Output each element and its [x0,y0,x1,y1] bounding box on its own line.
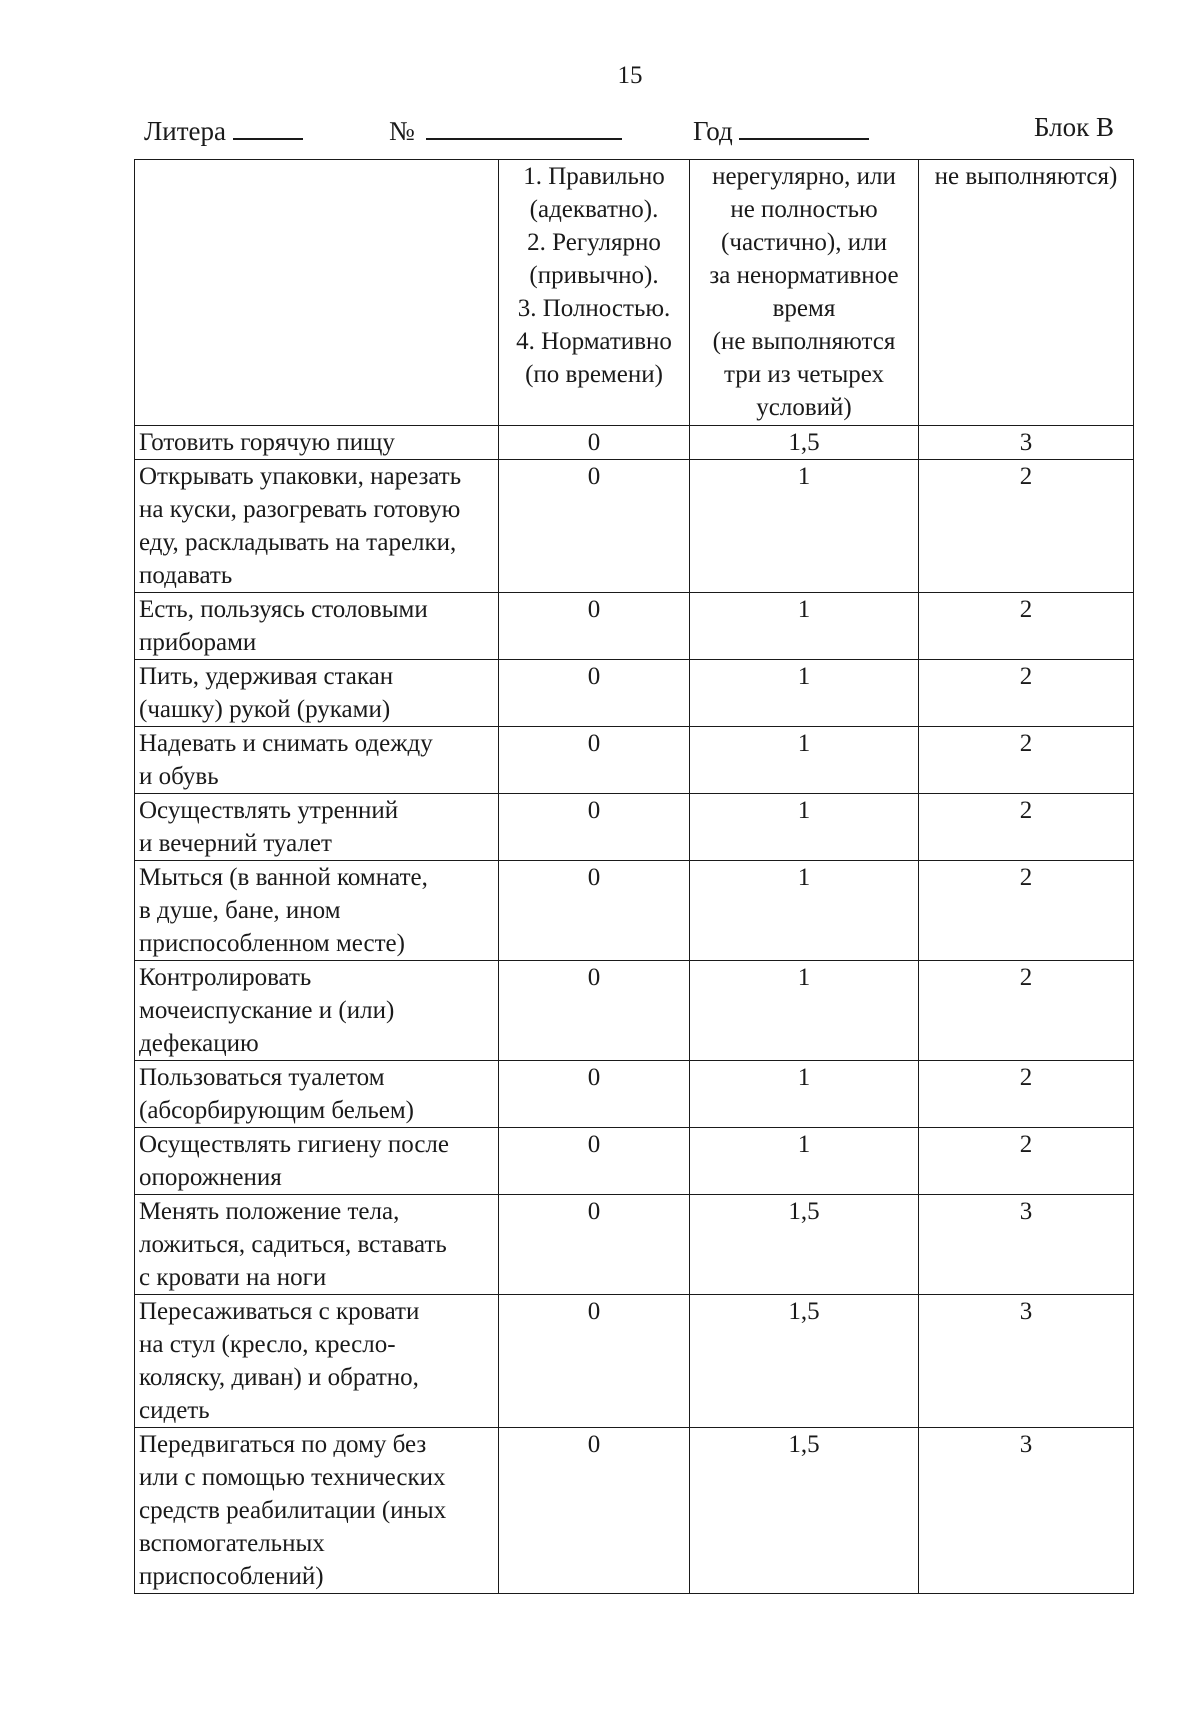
cell-line: за ненормативное [709,262,899,289]
litera-blank[interactable] [233,112,303,140]
cell-line: время [772,295,836,322]
cell-line: сидеть [139,1397,210,1424]
cell-line: или с помощью технических [139,1464,446,1491]
task-cell [135,660,499,727]
task-cell [135,1295,499,1428]
score-cell-2: 1,5 [690,1195,919,1295]
task-cell [135,1195,499,1295]
cell-line: еду, раскладывать на тарелки, [139,529,457,556]
cell-line: Осуществлять гигиену после [139,1131,449,1158]
score-cell-2: 1 [690,861,919,961]
score-cell-2: 1 [690,1061,919,1128]
task-cell [135,961,499,1061]
score-cell-2: 1,5 [690,1428,919,1594]
number-blank[interactable] [426,112,622,140]
task-cell [135,1128,499,1195]
cell-line: Пересаживаться с кровати [139,1298,420,1325]
cell-line: приспособлений) [139,1563,324,1590]
cell-line: дефекацию [139,1030,259,1057]
cell-line: средств реабилитации (иных [139,1497,447,1524]
score-cell-1: 0 [499,1061,690,1128]
score-cell-3: 3 [919,426,1134,460]
cell-line: мочеиспускание и (или) [139,997,395,1024]
table-row [135,1128,1134,1195]
score-cell-3: 2 [919,593,1134,660]
cell-line: нерегулярно, или [712,163,896,190]
cell-line: на куски, разогревать готовую [139,496,461,523]
cell-line: подавать [139,562,233,589]
score-cell-2: 1 [690,1128,919,1195]
form-header [144,112,1124,152]
cell-line: (адекватно). [529,196,659,223]
table-row [135,1295,1134,1428]
cell-line: Открывать упаковки, нарезать [139,463,462,490]
cell-line: (чашку) рукой (руками) [139,696,391,723]
cell-line: коляску, диван) и обратно, [139,1364,419,1391]
cell-line: (не выполняются [712,328,896,355]
score-cell-3: 2 [919,460,1134,593]
cell-line: Пользоваться туалетом [139,1064,385,1091]
table-row [135,593,1134,660]
cell-line: 3. Полностью. [517,295,671,322]
table-row [135,1195,1134,1295]
cell-line: приспособленном месте) [139,930,405,957]
table-row [135,660,1134,727]
score-cell-1: 0 [499,460,690,593]
task-cell [135,1061,499,1128]
score-cell-2: 1 [690,660,919,727]
header-cell-partial [690,160,919,426]
table-row [135,861,1134,961]
task-cell [135,794,499,861]
score-cell-2: 1 [690,593,919,660]
cell-line: Пить, удерживая стакан [139,663,394,690]
cell-line: Готовить горячую пищу [139,429,395,456]
cell-line: Передвигаться по дому без [139,1431,427,1458]
cell-line: Осуществлять утренний [139,797,399,824]
score-cell-3: 2 [919,794,1134,861]
score-cell-3: 3 [919,1428,1134,1594]
task-cell [135,727,499,794]
number-label: № [389,116,415,146]
header-cell-not-performed [919,160,1134,426]
score-cell-1: 0 [499,1128,690,1195]
page-number: 15 [617,62,643,89]
block-label: Блок В [1034,112,1114,142]
cell-line: условий) [756,394,852,421]
score-cell-2: 1 [690,794,919,861]
task-cell [135,593,499,660]
cell-line: (абсорбирующим бельем) [139,1097,414,1124]
score-cell-1: 0 [499,426,690,460]
cell-line: Надевать и снимать одежду [139,730,433,757]
year-label: Год [693,116,733,146]
litera-field [144,112,303,147]
score-cell-3: 2 [919,660,1134,727]
assessment-table [134,159,1134,1594]
cell-line: Менять положение тела, [139,1198,400,1225]
score-cell-2: 1 [690,961,919,1061]
cell-line: не выполняются) [934,163,1118,190]
cell-line: на стул (кресло, кресло- [139,1331,396,1358]
cell-line: 4. Нормативно [516,328,672,355]
score-cell-2: 1,5 [690,1295,919,1428]
table-row [135,426,1134,460]
cell-line: приборами [139,629,257,656]
score-cell-1: 0 [499,660,690,727]
cell-line: (частично), или [721,229,887,256]
score-cell-3: 2 [919,1061,1134,1128]
score-cell-1: 0 [499,1295,690,1428]
task-cell [135,861,499,961]
score-cell-3: 2 [919,861,1134,961]
table-header-row [135,160,1134,426]
header-cell-conditions-met [499,160,690,426]
year-field [693,112,869,147]
score-cell-1: 0 [499,794,690,861]
table-row [135,961,1134,1061]
task-cell [135,460,499,593]
table-row [135,727,1134,794]
cell-line: 2. Регулярно [527,229,661,256]
header-cell-task [135,160,499,426]
score-cell-1: 0 [499,1428,690,1594]
cell-line: не полностью [730,196,878,223]
score-cell-1: 0 [499,727,690,794]
cell-line: опорожнения [139,1164,282,1191]
score-cell-3: 3 [919,1295,1134,1428]
cell-line: в душе, бане, ином [139,897,341,924]
task-cell [135,1428,499,1594]
assessment-table-body [135,160,1134,1594]
cell-line: вспомогательных [139,1530,325,1557]
score-cell-1: 0 [499,1195,690,1295]
score-cell-1: 0 [499,593,690,660]
score-cell-3: 2 [919,961,1134,1061]
cell-line: Есть, пользуясь столовыми [139,596,428,623]
score-cell-2: 1 [690,727,919,794]
cell-line: и вечерний туалет [139,830,332,857]
score-cell-3: 3 [919,1195,1134,1295]
table-row [135,460,1134,593]
score-cell-1: 0 [499,861,690,961]
cell-line: Мыться (в ванной комнате, [139,864,428,891]
cell-line: и обувь [139,763,219,790]
score-cell-1: 0 [499,961,690,1061]
number-field [389,112,622,147]
score-cell-2: 1,5 [690,426,919,460]
cell-line: Контролировать [139,964,312,991]
cell-line: (по времени) [525,361,663,388]
table-row [135,1428,1134,1594]
cell-line: 1. Правильно [523,163,665,190]
cell-line: три из четырех [723,361,885,388]
table-row [135,1061,1134,1128]
score-cell-2: 1 [690,460,919,593]
task-cell [135,426,499,460]
year-blank[interactable] [739,112,869,140]
score-cell-3: 2 [919,1128,1134,1195]
table-row [135,794,1134,861]
cell-line: с кровати на ноги [139,1264,327,1291]
litera-label: Литера [144,116,227,146]
cell-line: ложиться, садиться, вставать [139,1231,447,1258]
score-cell-3: 2 [919,727,1134,794]
cell-line: (привычно). [529,262,659,289]
